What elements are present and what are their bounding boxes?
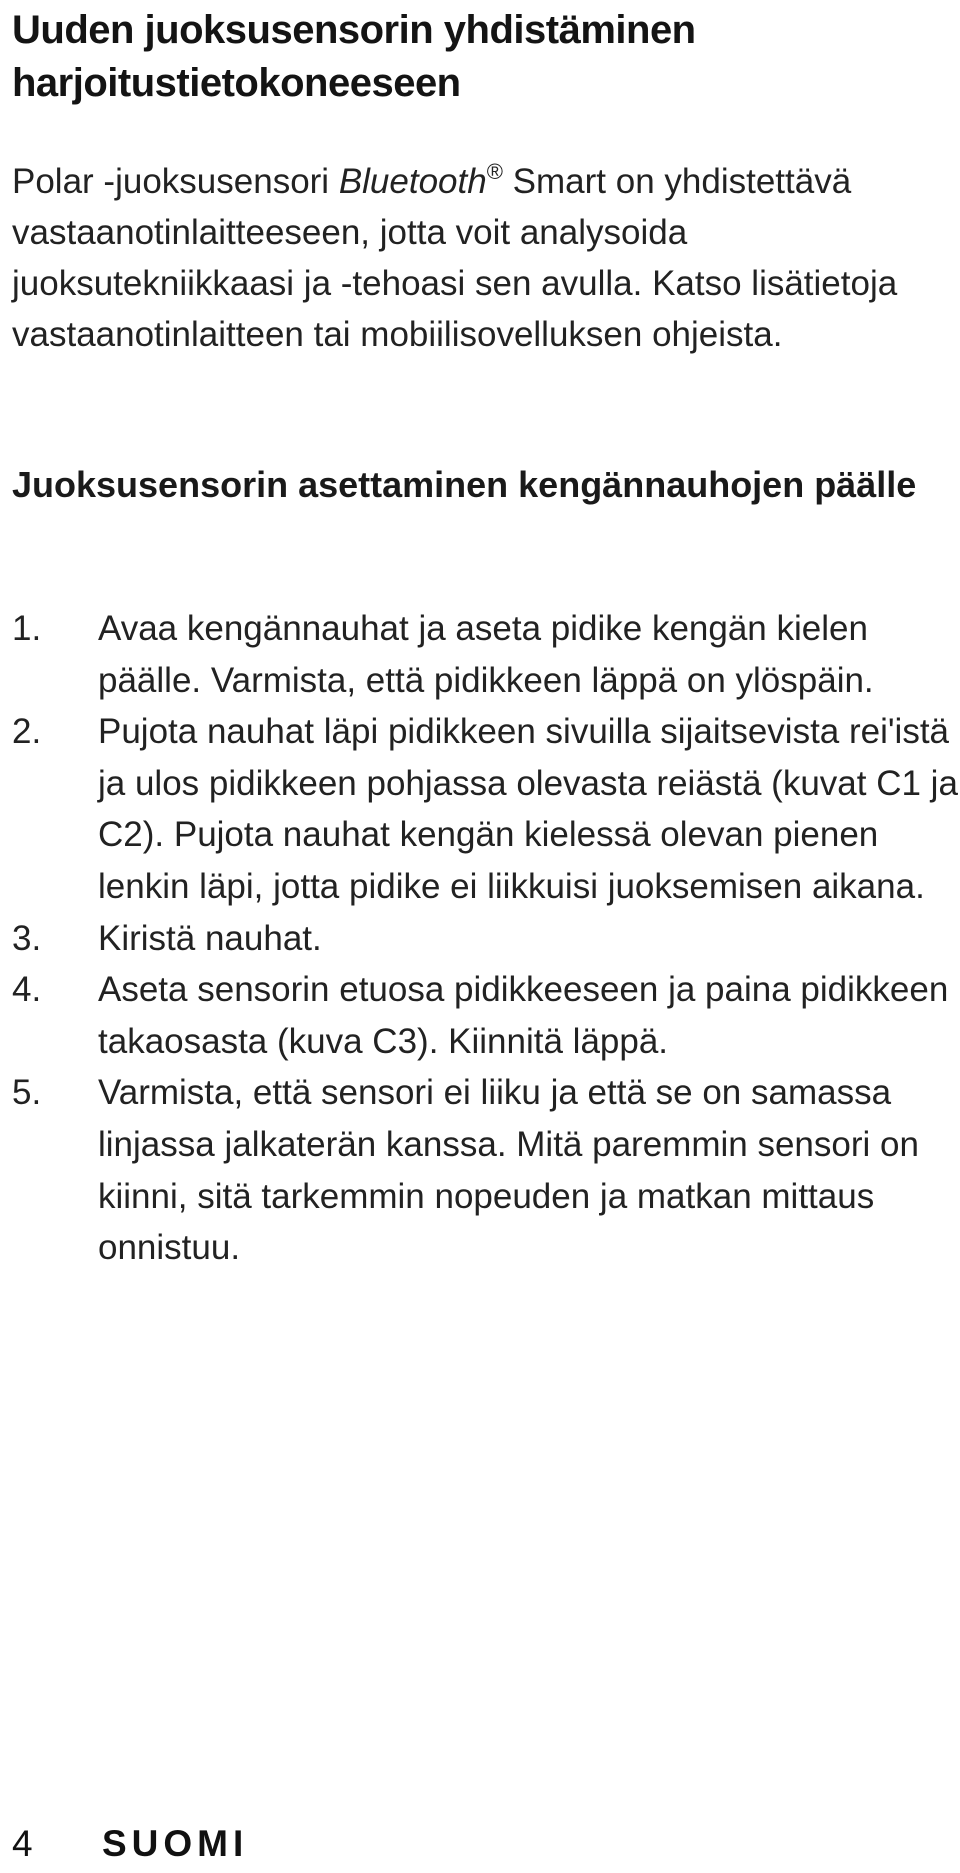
step-number: 1. xyxy=(12,609,42,648)
page-title: Uuden juoksusensorin yhdistäminen harjoitustietokoneeseen xyxy=(12,8,696,105)
intro-text-start: Polar -juoksusensori xyxy=(12,162,339,201)
page-footer xyxy=(12,1822,248,1866)
step-text: Pujota nauhat läpi pidikkeen sivuilla sijaitsevista rei'istä ja ulos pidikkeen pohjassa olevasta reiästä (kuvat C1 ja C2). Pujota nauhat kengän kielessä olevan pienen lenkin läpi, jotta pidike ei liikkuisi juoksemisen aikana. xyxy=(98,712,958,906)
intro-paragraph xyxy=(12,156,952,360)
instruction-steps xyxy=(12,603,960,1274)
step-text: Kiristä nauhat. xyxy=(98,918,322,958)
bluetooth-brand-name: Bluetooth xyxy=(338,162,487,201)
intro-text-rest: Smart on yhdistettävä vastaanotinlaitteeseen, jotta voit analysoida juoksutekniikkaasi ja -tehoasi sen avulla. Katso lisätietoja vastaanotinlaitteen tai mobiilisovelluksen ohjeista. xyxy=(12,162,898,354)
language-section-label: SUOMI xyxy=(102,1823,249,1864)
page-number: 4 xyxy=(12,1823,33,1864)
step-number: 2. xyxy=(12,712,42,752)
step-number: 5. xyxy=(12,1073,42,1113)
registered-trademark-mark: ® xyxy=(486,159,503,184)
section-title: Juoksusensorin asettaminen kengännauhojen päälle xyxy=(12,464,917,505)
instruction-step-1 xyxy=(12,603,960,706)
step-text: Aseta sensorin etuosa pidikkeeseen ja paina pidikkeen takaosasta (kuva C3). Kiinnitä läppä. xyxy=(98,970,949,1061)
instruction-step-5 xyxy=(12,1067,960,1273)
step-text: Avaa kengännauhat ja aseta pidike kengän kielen päälle. Varmista, että pidikkeen läppä on ylöspäin. xyxy=(98,609,874,700)
step-number: 4. xyxy=(12,970,42,1010)
step-text: Varmista, että sensori ei liiku ja että se on samassa linjassa jalkaterän kanssa. Mitä paremmin sensori on kiinni, sitä tarkemmin nopeuden ja matkan mittaus onnistuu. xyxy=(98,1073,919,1268)
instruction-step-2 xyxy=(12,706,960,912)
instruction-step-3 xyxy=(12,913,960,965)
instruction-step-4 xyxy=(12,964,960,1067)
step-number: 3. xyxy=(12,918,42,958)
